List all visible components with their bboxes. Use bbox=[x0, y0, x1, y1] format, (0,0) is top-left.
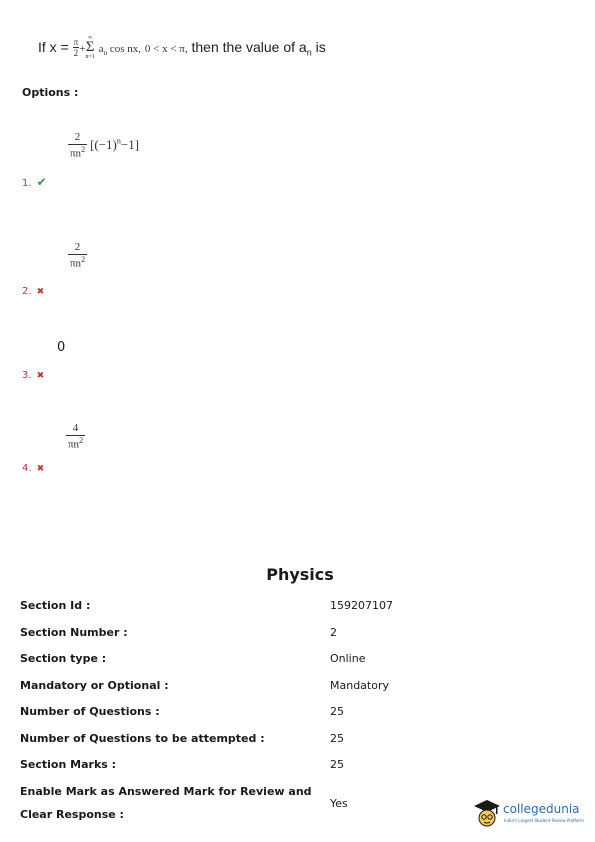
question-suffix-sub: n bbox=[306, 47, 312, 58]
series-term bbox=[98, 42, 141, 58]
series-cos: cos nx, bbox=[109, 42, 141, 55]
option-3-number: 3. bbox=[22, 370, 32, 381]
mandatory-value: Mandatory bbox=[330, 679, 390, 692]
options-label: Options : bbox=[22, 86, 79, 99]
option-2-fraction bbox=[68, 242, 87, 270]
enable-mark-value: Yes bbox=[330, 797, 348, 810]
sigma-symbol: Σ bbox=[85, 39, 95, 56]
cross-icon: ✖ bbox=[36, 287, 45, 297]
num-questions-label: Number of Questions : bbox=[20, 705, 160, 718]
mandatory-label: Mandatory or Optional : bbox=[20, 679, 169, 692]
option-4-numerator: 4 bbox=[72, 422, 79, 434]
section-marks-value: 25 bbox=[330, 758, 344, 771]
series-term-a: a bbox=[98, 42, 104, 55]
domain-condition: 0 < x < π, bbox=[144, 42, 188, 55]
pi-symbol: π bbox=[73, 37, 79, 48]
question-suffix-end: is bbox=[315, 38, 326, 55]
option-1-formula bbox=[68, 132, 139, 160]
option-3-marker bbox=[22, 363, 44, 382]
enable-mark-label: Enable Mark as Answered Mark for Review and bbox=[20, 785, 312, 798]
question-text bbox=[38, 36, 326, 60]
option-1-marker bbox=[22, 171, 47, 190]
section-id-label: Section Id : bbox=[20, 599, 91, 612]
section-title: Physics bbox=[266, 565, 334, 584]
option-2-numerator: 2 bbox=[74, 241, 81, 253]
option-4-formula bbox=[66, 423, 85, 451]
collegedunia-logo bbox=[472, 796, 590, 830]
question-prefix: If bbox=[38, 38, 46, 55]
option-1-fraction bbox=[68, 132, 87, 160]
option-1-denominator: $\pi n^2$ bbox=[70, 144, 86, 160]
option-3-value: 0 bbox=[57, 340, 66, 355]
option-1-bracket: $[(-1)^n-1]$ bbox=[90, 136, 140, 152]
question-suffix: then the value of a bbox=[191, 38, 307, 55]
summation bbox=[85, 36, 94, 60]
section-type-value: Online bbox=[330, 652, 366, 665]
option-4-marker bbox=[22, 456, 44, 475]
option-2-number: 2. bbox=[22, 286, 32, 297]
section-marks-label: Section Marks : bbox=[20, 758, 117, 771]
logo-name: collegedunia bbox=[503, 802, 580, 816]
section-number-value: 2 bbox=[330, 626, 337, 639]
option-4-denominator: $\pi n^2$ bbox=[68, 435, 84, 451]
plus-sign: + bbox=[79, 42, 86, 55]
section-number-label: Section Number : bbox=[20, 626, 128, 639]
option-2-denominator: $\pi n^2$ bbox=[70, 254, 86, 270]
sum-upper-limit: ∞ bbox=[87, 35, 93, 41]
section-id-value: 159207107 bbox=[330, 599, 393, 612]
logo-tagline: India's Largest Student Review Platform bbox=[504, 818, 584, 823]
option-4-number: 4. bbox=[22, 463, 32, 474]
option-1-numerator: 2 bbox=[74, 131, 81, 143]
num-attempted-value: 25 bbox=[330, 732, 344, 745]
graduate-icon bbox=[472, 796, 502, 830]
section-type-label: Section type : bbox=[20, 652, 107, 665]
sum-lower-limit: n=1 bbox=[85, 53, 95, 60]
option-1-number: 1. bbox=[22, 178, 32, 189]
cross-icon: ✖ bbox=[36, 464, 45, 474]
cross-icon: ✖ bbox=[36, 371, 45, 381]
num-attempted-label: Number of Questions to be attempted : bbox=[20, 732, 265, 745]
series-term-sub: n bbox=[103, 49, 108, 58]
num-questions-value: 25 bbox=[330, 705, 344, 718]
two-denominator: 2 bbox=[73, 48, 79, 59]
option-2-marker bbox=[22, 279, 44, 298]
option-2-formula bbox=[68, 242, 87, 270]
question-x-eq: x = bbox=[49, 38, 69, 55]
clear-response-label: Clear Response : bbox=[20, 808, 124, 821]
option-4-fraction bbox=[66, 423, 85, 451]
check-icon: ✔ bbox=[36, 175, 47, 189]
